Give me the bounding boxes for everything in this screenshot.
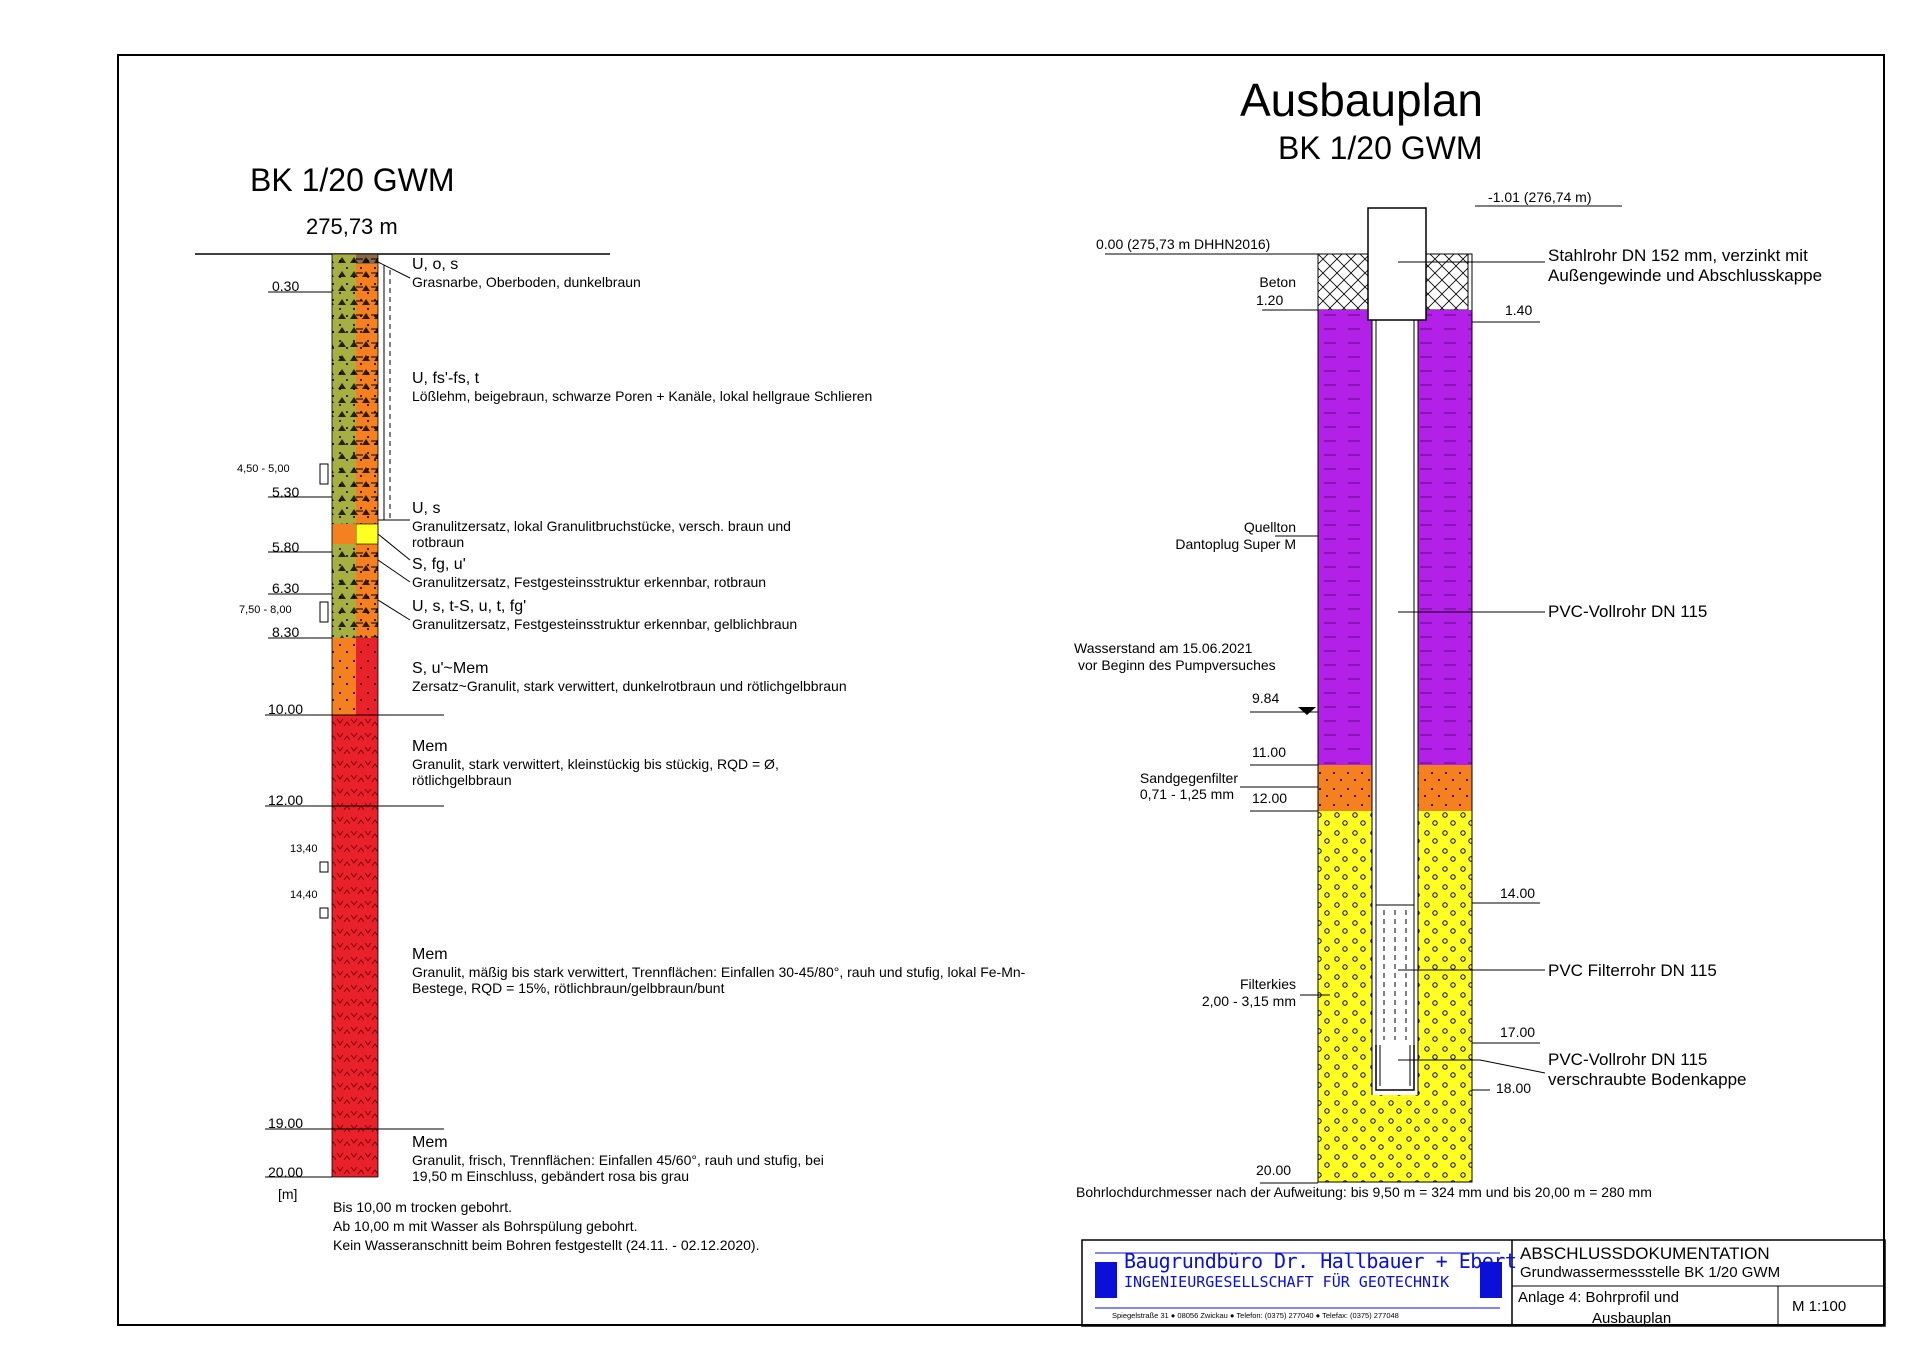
water-level-marker [1298,707,1316,715]
filterkies-label: Filterkies [1239,976,1296,992]
layer-yellow-insert [356,524,378,544]
note-line: Ab 10,00 m mit Wasser als Bohrspülung gebohrt. [333,1217,638,1234]
ausbau-subtitle: BK 1/20 GWM [1278,130,1483,166]
layer-desc: Grasnarbe, Oberboden, dunkelbraun [412,274,641,291]
scale-label: M 1:100 [1792,1298,1847,1315]
anlage-line: Ausbauplan [1592,1310,1672,1327]
bodenkappe-label: PVC-Vollrohr DN 115 verschraubte Bodenkappe [1548,1050,1747,1089]
doc-subtitle: Grundwassermessstelle BK 1/20 GWM [1520,1264,1781,1281]
depth-label: 11.00 [1252,744,1286,760]
sample-label: 14,40 [290,889,318,901]
layer-description [412,598,892,632]
depth-label: 6.30 [272,580,300,596]
dantoplug-label: Dantoplug Super M [1175,536,1296,552]
layer-code: U, o, s [412,256,459,273]
layer-code: Mem [412,738,448,755]
unit-label: [m] [278,1186,298,1202]
layer-code: Mem [412,946,448,963]
quellton-label: Quellton [1243,519,1296,535]
depth-label: 5.30 [272,484,300,500]
layer-code: S, fg, u' [412,556,466,573]
layer-desc: Zersatz~Granulit, stark verwittert, dunkelrotbraun und rötlichgelbbraun [412,678,847,695]
company-name: Baugrundbüro Dr. Hallbauer + Ebert [1124,1249,1517,1273]
anlage-line: Anlage 4: Bohrprofil und [1518,1289,1679,1306]
layer-description [412,500,842,551]
note-line: Kein Wasseranschnitt beim Bohren festgestellt (24.11. - 02.12.2020). [333,1236,760,1253]
sample-label: 4,50 - 5,00 [237,463,290,475]
depth-label: 8.30 [272,624,300,640]
stahlrohr [1368,208,1426,320]
beton-left [1318,254,1368,310]
depth-label: 1.20 [1256,292,1284,308]
profile-notes [333,1198,759,1255]
depth-label: 0.30 [272,278,300,294]
depth-label: 1.40 [1505,302,1533,318]
depth-label: 19.00 [268,1115,304,1131]
layer-description [412,738,832,789]
depth-label: 20.00 [268,1164,304,1180]
sample-label: 13,40 [290,843,318,855]
layer-desc: Granulitzersatz, lokal Granulitbruchstücke, versch. braun und rotbraun [412,518,791,551]
kiesgrain-label: 2,00 - 3,15 mm [1201,993,1296,1009]
layer-description [412,556,892,590]
sandgrain-label: 0,71 - 1,25 mm [1139,786,1234,802]
depth-label: 14.00 [1500,885,1536,901]
depth-label: 18.00 [1496,1080,1532,1096]
profile-title: BK 1/20 GWM [250,162,455,198]
depth-label: 5.80 [272,539,300,555]
filterrohr-label: PVC Filterrohr DN 115 [1548,961,1717,980]
company-sub: INGENIEURGESELLSCHAFT FÜR GEOTECHNIK [1124,1273,1450,1291]
layer-description [412,256,892,290]
wasserstand-label: Wasserstand am 15.06.2021 [1074,640,1253,656]
diameter-note: Bohrlochdurchmesser nach der Aufweitung: bis 9,50 m = 324 mm und bis 20,00 m = 280 mm [1076,1184,1652,1200]
depth-label: 20.00 [1256,1162,1292,1178]
well-construction [1298,208,1472,1182]
beton-label: Beton [1259,274,1296,290]
depth-label: 12.00 [1252,790,1288,806]
sample-label: 7,50 - 8,00 [239,604,292,616]
layer-desc: Granulitzersatz, Festgesteinsstruktur erkennbar, rotbraun [412,574,767,591]
water-depth-label: 9.84 [1252,690,1280,706]
layer-desc: Granulit, frisch, Trennflächen: Einfallen 45/60°, rauh und stufig, bei 19,50 m Einschluss, gebändert rosa bis grau [412,1152,824,1185]
stahlrohr-label: Stahlrohr DN 152 mm, verzinkt mit Außengewinde und Abschlusskappe [1548,246,1823,285]
layer-code: S, u'~Mem [412,660,489,677]
layer-description [412,946,1032,997]
sandfilter-label: Sandgegenfilter [1139,770,1238,786]
depth-label: 12.00 [268,792,304,808]
layer-code: Mem [412,1134,448,1151]
note-line: Bis 10,00 m trocken gebohrt. [333,1199,512,1215]
depth-label: 10.00 [268,701,304,717]
ausbau-title: Ausbauplan [1240,74,1483,126]
layer-code: U, s [412,500,441,517]
top-label: -1.01 (276,74 m) [1488,189,1592,205]
company-address: Spiegelstraße 31 ● 08056 Zwickau ● Telefon: (0375) 277040 ● Telefax: (0375) 277048 [1112,1311,1399,1320]
ground-label: 0.00 (275,73 m DHHN2016) [1096,236,1271,252]
layer-desc: Lößlehm, beigebraun, schwarze Poren + Kanäle, lokal hellgraue Schlieren [412,388,873,405]
depth-label: 17.00 [1500,1024,1536,1040]
vollrohr-label: PVC-Vollrohr DN 115 [1548,602,1708,621]
profile-elevation: 275,73 m [306,214,398,239]
layer-description [412,1134,852,1185]
layer-desc: Granulitzersatz, Festgesteinsstruktur erkennbar, gelblichbraun [412,616,798,633]
doc-title: ABSCHLUSSDOKUMENTATION [1520,1244,1770,1263]
layer-desc: Granulit, stark verwittert, kleinstückig bis stückig, RQD = Ø, rötlichgelbbraun [412,756,779,789]
layer-code: U, s, t-S, u, t, fg' [412,598,527,615]
layer-code: U, fs'-fs, t [412,370,480,387]
layer-description [412,370,892,404]
wasserstand-label: vor Beginn des Pumpversuches [1078,657,1276,673]
layer-desc: Granulit, mäßig bis stark verwittert, Trennflächen: Einfallen 30-45/80°, rauh und stufig, lokal Fe-Mn-Bestege, RQD = 15%, rötlichbraun/gelbbraun/bunt [412,964,1026,997]
layer-description [412,660,932,694]
